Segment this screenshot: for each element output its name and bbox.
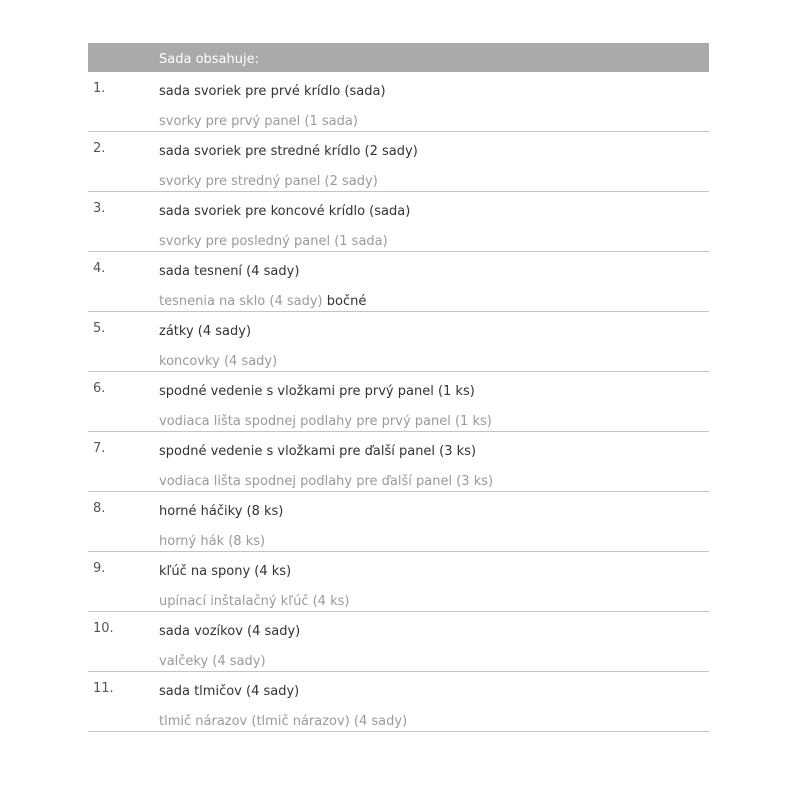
item-name: sada tesnení (4 sady)	[159, 264, 300, 279]
item-description	[159, 534, 265, 550]
row-number: 8.	[93, 501, 106, 516]
item-description-text: horný hák (8 ks)	[159, 534, 266, 549]
item-description	[159, 594, 349, 610]
table-row	[88, 132, 709, 192]
item-description-text: koncovky (4 sady)	[159, 354, 278, 369]
row-number: 3.	[93, 201, 106, 216]
item-name: sada vozíkov (4 sady)	[159, 624, 301, 639]
table-row	[88, 312, 709, 372]
row-number: 7.	[93, 441, 106, 456]
item-name: kľúč na spony (4 ks)	[159, 564, 292, 579]
row-number: 6.	[93, 381, 106, 396]
row-number: 5.	[93, 321, 106, 336]
table-row	[88, 552, 709, 612]
table-row	[88, 72, 709, 132]
table-body	[88, 72, 709, 732]
table-row	[88, 492, 709, 552]
item-description	[159, 234, 388, 250]
item-description-text: svorky pre posledný panel (1 sada)	[159, 234, 388, 249]
item-description	[159, 354, 277, 370]
item-description-text: svorky pre stredný panel (2 sady)	[159, 174, 378, 189]
item-description-text: upínací inštalačný kľúč (4 ks)	[159, 594, 350, 609]
item-description	[159, 174, 378, 190]
item-name: sada tlmičov (4 sady)	[159, 684, 300, 699]
table-row	[88, 192, 709, 252]
item-name: sada svoriek pre stredné krídlo (2 sady)	[159, 144, 418, 159]
item-description	[159, 654, 266, 670]
item-description	[159, 294, 366, 310]
table-header	[88, 43, 709, 72]
item-name: spodné vedenie s vložkami pre ďalší panel (3 ks)	[159, 444, 477, 459]
item-description	[159, 414, 492, 430]
table-row	[88, 612, 709, 672]
item-description-text: valčeky (4 sady)	[159, 654, 266, 669]
row-number: 9.	[93, 561, 106, 576]
item-description	[159, 114, 358, 130]
row-number: 1.	[93, 81, 106, 96]
item-name: zátky (4 sady)	[159, 324, 252, 339]
item-description-text: tlmič nárazov (tlmič nárazov) (4 sady)	[159, 714, 408, 729]
table-header-label: Sada obsahuje:	[159, 52, 259, 67]
item-name: sada svoriek pre koncové krídlo (sada)	[159, 204, 411, 219]
item-description	[159, 714, 407, 730]
table-row	[88, 372, 709, 432]
row-number: 2.	[93, 141, 106, 156]
row-number: 4.	[93, 261, 106, 276]
item-description-text: svorky pre prvý panel (1 sada)	[159, 114, 358, 129]
table-row	[88, 432, 709, 492]
item-name: sada svoriek pre prvé krídlo (sada)	[159, 84, 386, 99]
item-name: spodné vedenie s vložkami pre prvý panel (1 ks)	[159, 384, 475, 399]
package-contents-table	[88, 43, 709, 732]
item-description-text: tesnenia na sklo (4 sady)	[159, 294, 323, 309]
item-description	[159, 474, 493, 490]
table-row	[88, 252, 709, 312]
row-number: 10.	[93, 621, 114, 636]
item-name: horné háčiky (8 ks)	[159, 504, 284, 519]
item-description-text: vodiaca lišta spodnej podlahy pre ďalší panel (3 ks)	[159, 474, 494, 489]
table-row	[88, 672, 709, 732]
item-description-text: vodiaca lišta spodnej podlahy pre prvý panel (1 ks)	[159, 414, 492, 429]
item-description-suffix: bočné	[322, 294, 367, 309]
row-number: 11.	[93, 681, 114, 696]
